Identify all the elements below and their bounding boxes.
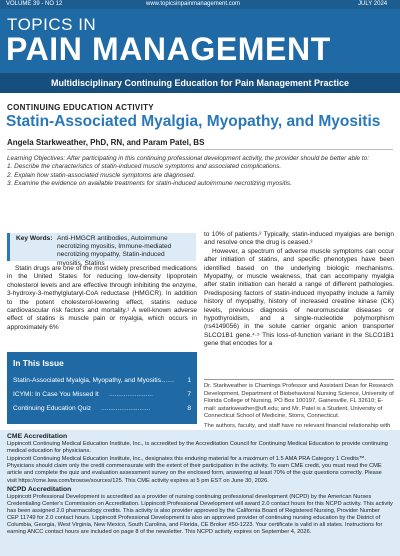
cme-paragraph: Lippincott Continuing Medical Education Institute, Inc., is accredited by the Accreditation Council for Continuing Medical Education to provide continuing medical education for physicians.	[7, 441, 388, 455]
toc-item-page: 7	[187, 391, 191, 398]
keywords-label: Key Words:	[16, 235, 53, 242]
body-paragraph: to 10% of patients.² Typically, statin-induced myalgias are benign and resolve once the drug is ceased.³	[204, 231, 394, 247]
masthead-topics-in: TOPICS IN	[7, 15, 97, 34]
in-this-issue-box	[7, 352, 197, 424]
toc-item[interactable]	[13, 404, 191, 414]
masthead	[0, 9, 400, 93]
toc-leader: ........	[160, 377, 175, 384]
accreditation-section	[0, 430, 400, 556]
ncpd-paragraph: Lippincott Professional Development is accredited as a provider of nursing continuing professional development (NCPD) by the American Nurses Credentialing Center's Commission on Accreditation. Lippincott Professional Development will award 2.0 contact hours for this NCPD activity. This activity has been assigned 2.0 pharmacology credits. This activity is also provider approved by the California Board of Registered Nursing, Provider Number CEP 11749 for 2.0 contact hours. Lippincott Professional Development is also an approved provider of continuing nursing education by the District of Columbia, Georgia, West Virginia, New Mexico, South Carolina, and Florida, CE Broker #50-1223. Your certificate is valid in all states. Instructions for earning ANCC contact hours are included on page 8 of the newsletter. This NCPD activity expires on September 4, 2026.	[7, 493, 393, 536]
body-column-right	[204, 231, 394, 349]
keywords-box	[7, 233, 196, 267]
toc-item-page: 1	[187, 377, 191, 384]
in-this-issue-title: In This Issue	[13, 358, 64, 368]
objective-item: 1. Describe the characteristics of statin-induced muscle symptoms and associated complications.	[7, 163, 282, 171]
disclosure-statement: The authors, faculty, and staff have no relevant financial relationship with	[204, 422, 391, 429]
volume-issue: VOLUME 39 - NO 12	[6, 1, 63, 7]
toc-item[interactable]	[13, 376, 191, 386]
objective-item: 3. Examine the evidence on available treatments for statin-induced autoimmune necrotizing myositis.	[7, 180, 292, 188]
toc-item-label: Continuing Education Quiz	[13, 405, 92, 412]
masthead-subtitle: Multidisciplinary Continuing Education for Pain Management Practice	[0, 73, 400, 93]
objectives-intro: Learning Objectives: After participating in this continuing professional development activity, the provider should be better able to:	[7, 155, 369, 162]
keywords-text: Anti-HMGCR antibodies, Autoimmune necrotizing myositis, Immune-mediated necrotizing myopathy, Statin-induced myositis, Statins	[57, 235, 172, 267]
body-paragraph: However, a spectrum of adverse muscle symptoms can occur after initiation of statins, and specific phenotypes have been identified based on the underlying biologic mechanisms. Myopathy, or muscle weakness, that can accompany myalgia after statin initiation can herald a range of different pathologies. Predisposing factors of statin-induced myopathy include a family history of myopathy, history of increased creatine kinase (CK) levels, previous diagnosis of neuromuscular diseases or hypothyroidism, and a single-nucleotide polymorphism (rs4149056) in the solute carrier organic anion transporter SLCO1B1 gene.⁴·⁵ This loss-of-function variant in the SLCO1B1 gene that encodes for a	[204, 247, 394, 348]
masthead-title: PAIN MANAGEMENT	[6, 31, 331, 67]
author-affiliations: Dr. Starkweather is Chamings Professor and Assistant Dean for Research Development, Department of Biobehavioral Nursing Science, University of Florida College of Nursing, PO Box 100197, Gainesville, FL 32610; E-mail: astarkweather@ufl.edu; and Mr. Patel is a Student, University of Connecticut School of Medicine, Storrs, Connecticut.	[204, 383, 394, 419]
toc-item-page: 8	[187, 405, 191, 412]
article-authors: Angela Starkweather, PhD, RN, and Param Patel, BS	[7, 138, 205, 147]
top-bar	[0, 0, 400, 9]
toc-item[interactable]	[13, 390, 191, 400]
article-title: Statin-Associated Myalgia, Myopathy, and Myositis	[6, 113, 381, 130]
website-url[interactable]: www.topicsinpainmanagement.com	[146, 1, 241, 7]
cme-paragraph: Lippincott Continuing Medical Education Institute, Inc., designates this enduring material for a maximum of 1.5 AMA PRA Category 1 Credits™. Physicians should claim only the credit commensurate with the extent of their participation in the activity. To earn CME credit, you must read the CME article and complete the quiz and evaluation assessment survey on the enclosed form, answering at least 70% of the quiz questions correctly. Please visit https://cme.lww.com/browse/sources/125. This CME activity expires at 5 pm EST on June 30, 2026.	[7, 456, 382, 484]
toc-item-label: ICYMI: In Case You Missed It	[13, 391, 99, 398]
divider	[7, 149, 393, 150]
issue-date: JULY 2024	[358, 1, 388, 7]
section-label: CONTINUING EDUCATION ACTIVITY	[7, 103, 154, 112]
body-column-left	[7, 265, 197, 332]
objective-item: 2. Explain how statin-associated muscle symptoms are diagnosed.	[7, 171, 196, 179]
learning-objectives	[7, 155, 395, 189]
body-paragraph: Statin drugs are one of the most widely prescribed medications in the United States for reducing low-density lipoprotein cholesterol levels and are effective through inhibiting the enzyme, 3-hydroxy-3-methylglutaryl-CoA reductase (HMGCR). In addition to the potent cholesterol-lowering effect, statins reduce cardiovascular risk factors and mortality.¹ A well-known adverse effect of statins is muscle pain or myalgia, which occurs in approximately 6%	[7, 265, 197, 331]
toc-item-label: Statin-Associated Myalgia, Myopathy, and Myositis	[13, 377, 161, 384]
toc-leader: ...........................	[101, 405, 151, 412]
ncpd-heading: NCPD Accreditation	[7, 485, 72, 493]
toc-leader: ........................	[109, 391, 153, 398]
cme-heading: CME Accreditation	[7, 433, 68, 440]
